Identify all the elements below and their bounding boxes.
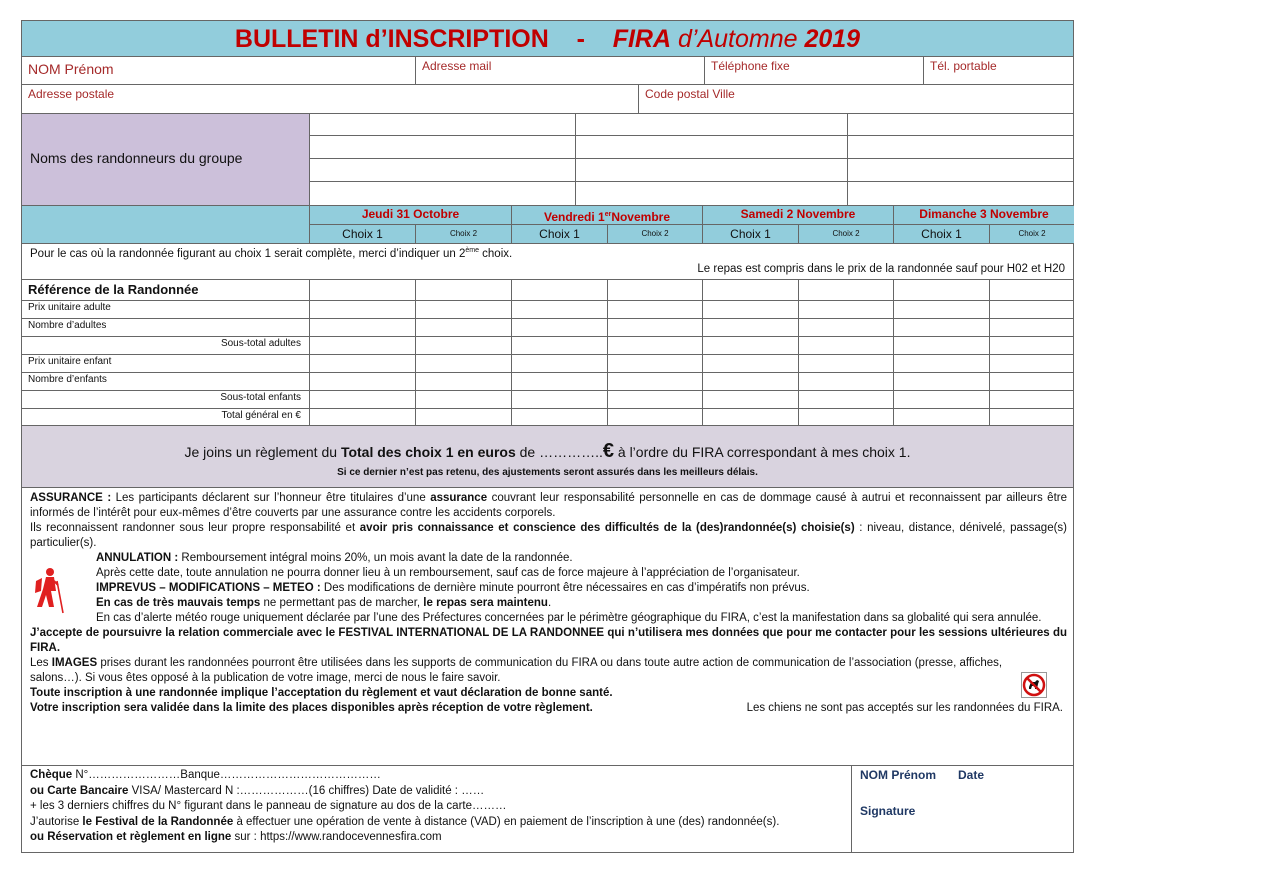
registration-form <box>21 20 1074 853</box>
grid-input-cell[interactable] <box>607 280 702 300</box>
grid-input-cell[interactable] <box>607 390 702 408</box>
samedi-choix-2: Choix 2 <box>798 225 893 243</box>
meteo-paragraph: En cas de très mauvais temps ne permettant pas de marcher, le repas sera maintenu. <box>96 597 552 609</box>
images-block <box>30 656 1067 686</box>
payment-methods <box>21 766 1074 853</box>
grid-row-label: Total général en € <box>221 410 301 421</box>
grid-input-cell[interactable] <box>415 354 511 372</box>
grid-input-cell[interactable] <box>798 354 893 372</box>
days-header <box>21 206 1074 244</box>
grid-input-cell[interactable] <box>607 354 702 372</box>
grid-input-cell[interactable] <box>989 390 1074 408</box>
grid-input-cell[interactable] <box>798 336 893 354</box>
adresse-mail-field[interactable]: Adresse mail <box>415 57 704 84</box>
grid-input-cell[interactable] <box>415 300 511 318</box>
jeudi-choix-1: Choix 1 <box>309 225 415 243</box>
group-name-col-2[interactable] <box>575 114 847 205</box>
dimanche-choix-1: Choix 1 <box>893 225 989 243</box>
grid-input-cell[interactable] <box>893 354 989 372</box>
day-vendredi: Vendredi 1erNovembre <box>511 206 702 224</box>
terms-section <box>21 488 1074 766</box>
grid-input-cell[interactable] <box>511 280 607 300</box>
jeudi-choix-2: Choix 2 <box>415 225 511 243</box>
signature-nom-label: NOM Prénom <box>860 768 937 782</box>
imprevus-paragraph: IMPREVUS – MODIFICATIONS – METEO : Des modifications de dernière minute pourront être nécessaires en cas d’impératifs non prévus. <box>96 582 810 594</box>
chiffres-line[interactable]: + les 3 derniers chiffres du N° figurant dans le panneau de signature au dos de la carte……… <box>30 800 507 812</box>
grid-input-cell[interactable] <box>893 408 989 426</box>
grid-input-cell[interactable] <box>702 390 798 408</box>
form-title: BULLETIN d’INSCRIPTION - FIRA d’Automne 2019 <box>234 25 861 53</box>
identity-row-1 <box>21 57 1074 85</box>
grid-input-cell[interactable] <box>309 336 415 354</box>
payment-line: Je joins un règlement du Total des choix 1 en euros de …………..€ à l’ordre du FIRA correspondant à mes choix 1. <box>184 440 911 462</box>
hiker-icon <box>30 567 66 615</box>
grid-input-cell[interactable] <box>893 390 989 408</box>
grid-input-cell[interactable] <box>309 280 415 300</box>
no-dogs-icon <box>1021 672 1047 698</box>
choice-note <box>21 244 1074 280</box>
grid-input-cell[interactable] <box>309 390 415 408</box>
vendredi-choix-1: Choix 1 <box>511 225 607 243</box>
conditions-block <box>30 551 1067 626</box>
group-name-col-3[interactable] <box>847 114 1074 205</box>
grid-input-cell[interactable] <box>309 318 415 336</box>
accept-paragraph: J’accepte de poursuivre la relation commerciale avec le FESTIVAL INTERNATIONAL DE LA RANDONNEE qui n’utilisera mes données que pour me contacter pour les sessions ultérieures du FIRA. <box>30 627 1067 654</box>
dimanche-choix-2: Choix 2 <box>989 225 1074 243</box>
samedi-choix-1: Choix 1 <box>702 225 798 243</box>
grid-row-label: Nombre d’adultes <box>28 320 107 331</box>
grid-input-cell[interactable] <box>702 408 798 426</box>
signature-label: Signature <box>860 803 916 818</box>
group-names-label: Noms des randonneurs du groupe <box>22 114 309 205</box>
annulation-detail: Après cette date, toute annulation ne pourra donner lieu à un remboursement, sauf cas de force majeure à l’appréciation de l’organisateur. <box>96 567 800 579</box>
grid-input-cell[interactable] <box>607 408 702 426</box>
chiens-note: Les chiens ne sont pas acceptés sur les randonnées du FIRA. <box>746 702 1063 714</box>
code-postal-ville-field[interactable]: Code postal Ville <box>638 85 1074 113</box>
grid-input-cell[interactable] <box>989 408 1074 426</box>
signature-date-label: Date <box>958 768 985 782</box>
images-paragraph: Les IMAGES prises durant les randonnées pourront être utilisées dans les supports de communication du FIRA ou dans toute autre action de communication de l’association (presse, affiches, salons…). Si vous êtes opposé à la publication de votre image, merci de nous le faire savoir. <box>30 657 1003 684</box>
pricing-grid <box>21 280 1074 426</box>
alerte-paragraph: En cas d’alerte météo rouge uniquement déclarée par l’une des Préfectures concernées par le périmètre géographique du FIRA, c’est la manifestation dans sa globalité qui sera annulée. <box>96 612 1042 624</box>
grid-input-cell[interactable] <box>511 408 607 426</box>
grid-input-cell[interactable] <box>511 390 607 408</box>
grid-input-cell[interactable] <box>893 372 989 390</box>
day-jeudi: Jeudi 31 Octobre <box>309 206 511 224</box>
toute-inscription-line: Toute inscription à une randonnée implique l’acceptation du règlement et vaut déclaration de bonne santé. <box>30 687 613 699</box>
grid-input-cell[interactable] <box>798 390 893 408</box>
cheque-line[interactable]: Chèque N°……………………Banque…………………………………… <box>30 769 381 781</box>
adresse-postale-field[interactable]: Adresse postale <box>28 87 115 101</box>
grid-input-cell[interactable] <box>989 300 1074 318</box>
grid-input-cell[interactable] <box>415 280 511 300</box>
day-dimanche: Dimanche 3 Novembre <box>893 206 1074 224</box>
grid-input-cell[interactable] <box>607 318 702 336</box>
grid-input-cell[interactable] <box>607 336 702 354</box>
reservation-line[interactable]: ou Réservation et règlement en ligne sur : https://www.randocevennesfira.com <box>30 831 442 843</box>
grid-input-cell[interactable] <box>702 318 798 336</box>
grid-input-cell[interactable] <box>893 300 989 318</box>
form-title-bar <box>21 20 1074 57</box>
carte-line[interactable]: ou Carte Bancaire VISA/ Mastercard N :………………(16 chiffres) Date de validité : …… <box>30 784 485 797</box>
payment-methods-left <box>22 766 851 852</box>
grid-input-cell[interactable] <box>511 372 607 390</box>
grid-input-cell[interactable] <box>798 300 893 318</box>
grid-input-cell[interactable] <box>607 372 702 390</box>
grid-input-cell[interactable] <box>989 354 1074 372</box>
payment-note: Si ce dernier n’est pas retenu, des ajustements seront assurés dans les meilleurs délais. <box>337 467 758 478</box>
telephone-fixe-field[interactable]: Téléphone fixe <box>704 57 923 84</box>
grid-input-cell[interactable] <box>415 408 511 426</box>
grid-input-cell[interactable] <box>511 354 607 372</box>
grid-input-cell[interactable] <box>893 336 989 354</box>
grid-input-cell[interactable] <box>415 336 511 354</box>
grid-input-cell[interactable] <box>798 372 893 390</box>
grid-row-label: Prix unitaire adulte <box>28 302 111 313</box>
autorise-line: J’autorise le Festival de la Randonnée à effectuer une opération de vente à distance (VAD) en paiement de l’inscription à une (des) randonnée(s). <box>30 815 780 828</box>
note-line-1: Pour le cas où la randonnée figurant au choix 1 serait complète, merci d’indiquer un 2ème choix. <box>30 247 513 260</box>
grid-input-cell[interactable] <box>702 280 798 300</box>
grid-header-label: Référence de la Randonnée <box>28 282 199 297</box>
grid-row-label: Prix unitaire enfant <box>28 356 112 367</box>
grid-input-cell[interactable] <box>511 300 607 318</box>
vendredi-choix-2: Choix 2 <box>607 225 702 243</box>
grid-input-cell[interactable] <box>989 336 1074 354</box>
tel-portable-field[interactable]: Tél. portable <box>923 57 1074 84</box>
grid-input-cell[interactable] <box>702 336 798 354</box>
grid-input-cell[interactable] <box>309 372 415 390</box>
identity-row-2 <box>21 85 1074 114</box>
grid-input-cell[interactable] <box>607 300 702 318</box>
grid-input-cell[interactable] <box>702 300 798 318</box>
grid-input-cell[interactable] <box>511 318 607 336</box>
grid-input-cell[interactable] <box>415 372 511 390</box>
grid-input-cell[interactable] <box>989 318 1074 336</box>
grid-input-cell[interactable] <box>798 318 893 336</box>
grid-input-cell[interactable] <box>415 390 511 408</box>
grid-input-cell[interactable] <box>798 280 893 300</box>
grid-row-label: Nombre d’enfants <box>28 374 107 385</box>
grid-row-label: Sous-total enfants <box>220 392 301 403</box>
payment-statement <box>21 426 1074 488</box>
grid-input-cell[interactable] <box>989 372 1074 390</box>
grid-input-cell[interactable] <box>702 372 798 390</box>
validee-line: Votre inscription sera validée dans la limite des places disponibles après réception de votre règlement. Les chiens ne sont pas acceptés sur les randonnées du FIRA. <box>30 702 1063 714</box>
annulation-paragraph: ANNULATION : Remboursement intégral moins 20%, un mois avant la date de la randonnée. <box>96 552 573 564</box>
grid-input-cell[interactable] <box>309 300 415 318</box>
grid-input-cell[interactable] <box>309 354 415 372</box>
grid-input-cell[interactable] <box>511 336 607 354</box>
nom-prenom-field[interactable]: NOM Prénom <box>28 61 114 77</box>
grid-input-cell[interactable] <box>415 318 511 336</box>
responsabilite-paragraph: Ils reconnaissent randonner sous leur propre responsabilité et avoir pris connaissance et conscience des difficultés de la (des)randonnée(s) choisie(s) : niveau, distance, dénivelé, passage(s) particulier(s). <box>30 522 1067 549</box>
grid-input-cell[interactable] <box>798 408 893 426</box>
grid-input-cell[interactable] <box>893 280 989 300</box>
grid-row-label: Sous-total adultes <box>220 338 301 349</box>
assurance-paragraph: ASSURANCE : Les participants déclarent sur l’honneur être titulaires d’une assurance couvrant leur responsabilité personnelle en cas de dommage causé à autrui et reconnaissent par ailleurs être informés de l’intérêt pour eux-mêmes d’être couverts par une assurance contre les accidents corporels. <box>30 492 1067 519</box>
note-line-2: Le repas est compris dans le prix de la randonnée sauf pour H02 et H20 <box>697 263 1065 275</box>
grid-input-cell[interactable] <box>989 280 1074 300</box>
group-names-section <box>21 114 1074 206</box>
grid-input-cell[interactable] <box>702 354 798 372</box>
grid-input-cell[interactable] <box>309 408 415 426</box>
day-samedi: Samedi 2 Novembre <box>702 206 893 224</box>
grid-input-cell[interactable] <box>893 318 989 336</box>
signature-box[interactable] <box>851 766 1074 852</box>
group-name-col-1[interactable] <box>309 114 575 205</box>
